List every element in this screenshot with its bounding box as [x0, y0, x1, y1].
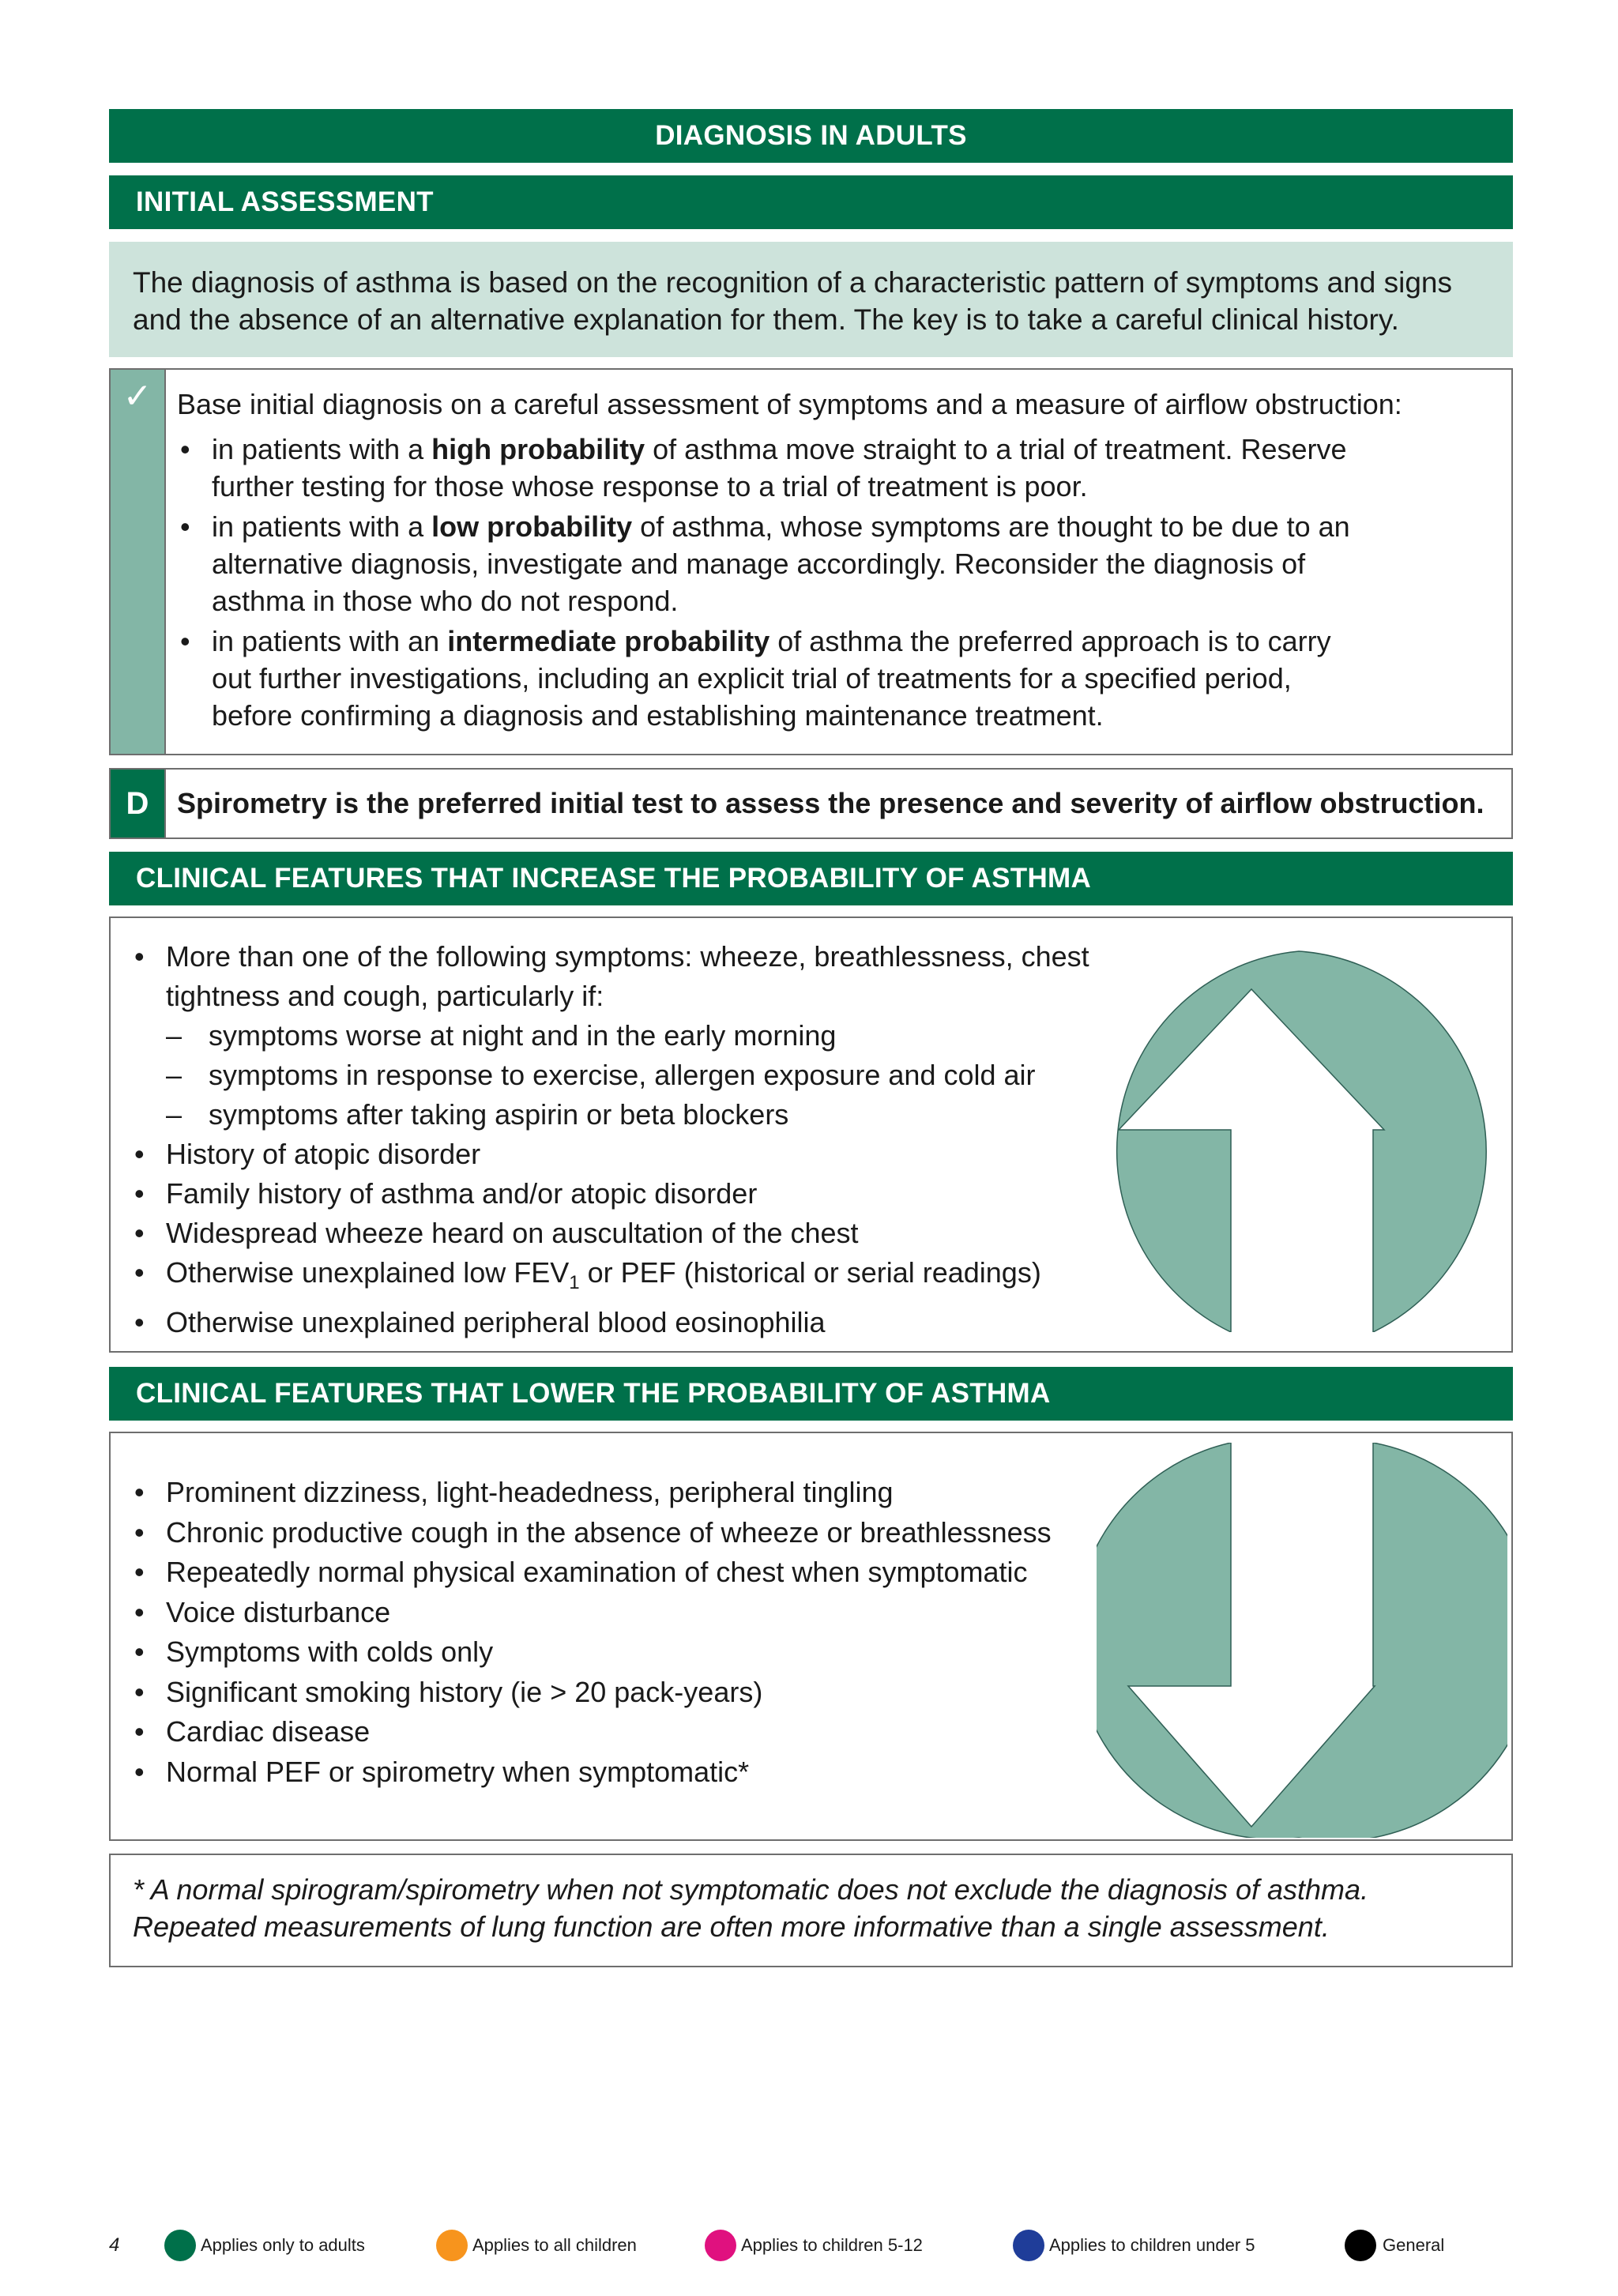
- page-number: 4: [109, 2234, 120, 2256]
- recommendation-content: [177, 386, 1496, 734]
- list-item: • Significant smoking history (ie > 20 pack-years): [131, 1673, 1158, 1713]
- increase-box: [109, 917, 1513, 1353]
- check-icon: ✓: [122, 377, 152, 416]
- recommendation-box: [109, 368, 1513, 755]
- initial-assessment-heading: INITIAL ASSESSMENT: [136, 186, 434, 217]
- grade-d-box: [109, 768, 1513, 839]
- legend-dot-adults-icon: [164, 2230, 196, 2261]
- down-arrow-icon: [1097, 1443, 1507, 1838]
- legend-dot-children-under-5-icon: [1013, 2230, 1044, 2261]
- recommendation-list: [177, 431, 1378, 734]
- increase-heading: CLINICAL FEATURES THAT INCREASE THE PROBABILITY OF ASTHMA: [136, 863, 1092, 894]
- sublist-item: – symptoms after taking aspirin or beta blockers: [166, 1095, 1142, 1135]
- increase-list: [131, 937, 1142, 1342]
- list-item: • Widespread wheeze heard on auscultation of the chest: [131, 1214, 1142, 1253]
- list-item: • in patients with a low probability of asthma, whose symptoms are thought to be due to an alternative diagnosis, investigate and manage accordingly. Reconsider the diagnosis of asthma in those who do not respond.: [177, 508, 1378, 619]
- good-practice-flag: [111, 370, 166, 754]
- list-item: • More than one of the following symptoms: wheeze, breathlessness, chest tightness and cough, particularly if: – symptoms worse at night and in the early morning – symptoms in response to exercise, allergen exposure and cold air – symptoms after taking aspirin or beta blockers: [131, 937, 1142, 1135]
- lower-content: [131, 1473, 1158, 1792]
- grade-d-flag: [111, 770, 166, 837]
- list-item: • Cardiac disease: [131, 1712, 1158, 1752]
- list-item: • in patients with a high probability of asthma move straight to a trial of treatment. Reserve further testing for those whose response to a trial of treatment is poor.: [177, 431, 1378, 505]
- symptom-sublist: [166, 1016, 1142, 1135]
- list-item: • Symptoms with colds only: [131, 1632, 1158, 1673]
- grade-letter: D: [126, 786, 149, 821]
- grade-d-text: Spirometry is the preferred initial test to assess the presence and severity of airflow obstruction.: [177, 787, 1484, 819]
- list-item: • Otherwise unexplained peripheral blood eosinophilia: [131, 1303, 1142, 1342]
- initial-assessment-bar: [109, 175, 1513, 229]
- legend-label-all-children: Applies to all children: [472, 2235, 637, 2255]
- footnote-text: * A normal spirogram/spirometry when not symptomatic does not exclude the diagnosis of asthma. Repeated measurements of lung function are often more informative than a single assessment.: [133, 1873, 1369, 1943]
- list-item: • Prominent dizziness, light-headedness, peripheral tingling: [131, 1473, 1158, 1513]
- increase-heading-bar: [109, 852, 1513, 905]
- list-item: • Chronic productive cough in the absence of wheeze or breathlessness: [131, 1513, 1158, 1553]
- section-title: DIAGNOSIS IN ADULTS: [655, 120, 967, 151]
- legend-label-children-under-5: Applies to children under 5: [1049, 2235, 1255, 2255]
- legend-dot-general-icon: [1345, 2230, 1376, 2261]
- list-item: • Family history of asthma and/or atopic disorder: [131, 1174, 1142, 1214]
- legend-label-general: General: [1383, 2235, 1445, 2255]
- list-item: • Normal PEF or spirometry when symptomatic*: [131, 1752, 1158, 1793]
- section-title-bar: [109, 109, 1513, 163]
- up-arrow-icon: [1097, 948, 1507, 1332]
- sublist-item: – symptoms in response to exercise, allergen exposure and cold air: [166, 1056, 1142, 1095]
- legend-label-adults: Applies only to adults: [201, 2235, 365, 2255]
- footnote-box: [109, 1854, 1513, 1967]
- list-item: • History of atopic disorder: [131, 1135, 1142, 1174]
- lower-list: [131, 1473, 1158, 1792]
- legend-dot-all-children-icon: [436, 2230, 468, 2261]
- list-item: • Repeatedly normal physical examination of chest when symptomatic: [131, 1553, 1158, 1593]
- lower-heading-bar: [109, 1367, 1513, 1421]
- lower-box: [109, 1432, 1513, 1841]
- increase-content: [131, 937, 1142, 1342]
- intro-panel: [109, 242, 1513, 357]
- lower-heading: CLINICAL FEATURES THAT LOWER THE PROBABILITY OF ASTHMA: [136, 1378, 1051, 1409]
- emphasis-high: high probability: [431, 433, 645, 465]
- emphasis-low: low probability: [431, 510, 633, 543]
- list-item: • Voice disturbance: [131, 1593, 1158, 1633]
- legend-label-children-5-12: Applies to children 5-12: [741, 2235, 923, 2255]
- emphasis-intermediate: intermediate probability: [447, 625, 770, 657]
- legend-dot-children-5-12-icon: [705, 2230, 736, 2261]
- list-item: • Otherwise unexplained low $FEV_1$ or PEF (historical or serial readings): [131, 1253, 1142, 1303]
- sublist-item: – symptoms worse at night and in the early morning: [166, 1016, 1142, 1056]
- intro-text: The diagnosis of asthma is based on the recognition of a characteristic pattern of symptoms and signs and the absence of an alternative explanation for them. The key is to take a careful clinical history.: [133, 266, 1453, 336]
- recommendation-lead: Base initial diagnosis on a careful assessment of symptoms and a measure of airflow obstruction:: [177, 388, 1402, 420]
- list-item: • in patients with an intermediate probability of asthma the preferred approach is to carry out further investigations, including an explicit trial of treatments for a specified period, before confirming a diagnosis and establishing maintenance treatment.: [177, 623, 1378, 734]
